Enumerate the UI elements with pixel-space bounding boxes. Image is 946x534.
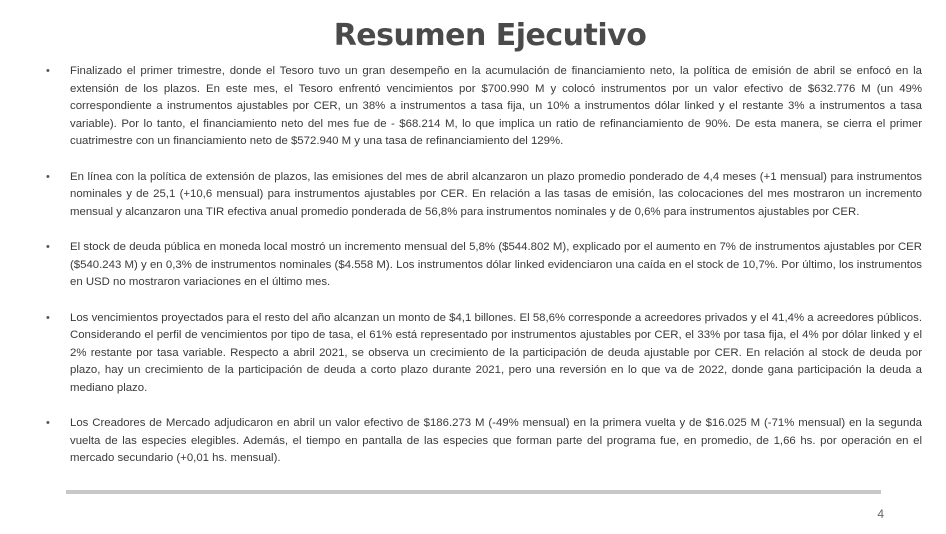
bullet-text: El stock de deuda pública en moneda local mostró un incremento mensual del 5,8% ($544.802 M), explicado por el aumento en 7% de instrumentos ajustables por CER ($540.243 M) y en 0,3% de instrumentos nominales ($4.558 M). Los instrumentos dólar linked evidenciaron una caída en el stock de 10,7%. Por último, los instrumentos en USD no mostraron variaciones en el último mes. — [70, 241, 922, 288]
bullet-marker: • — [46, 170, 50, 183]
bullet-marker: • — [46, 417, 50, 429]
bullet-item — [46, 239, 922, 292]
bullet-text: Los Creadores de Mercado adjudicaron en abril un valor efectivo de $186.273 M (-49% mensual) en la primera vuelta y de $16.025 M (-71% mensual) en la segunda vuelta de las especies elegibles. Además, el tiempo en pantalla de las especies que forman parte del programa fue, en promedio, de 1,66 hs. por operación en el mercado secundario (+0,01 hs. mensual). — [70, 417, 922, 464]
bullet-list — [46, 63, 922, 486]
bullet-text: Finalizado el primer trimestre, donde el Tesoro tuvo un gran desempeño en la acumulación de financiamiento neto, la política de emisión de abril se enfocó en la extensión de los plazos. En este mes, el Tesoro enfrentó vencimientos por $700.990 M y colocó instrumentos por un valor efectivo de $632.776 M (un 49% correspondiente a instrumentos ajustables por CER, un 38% a instrumentos a tasa fija, un 10% a instrumentos dólar linked y el restante 3% a instrumentos a tasa variable). Por lo tanto, el financiamiento neto del mes fue de - $68.214 M, lo que implica un ratio de refinanciamiento de 90%. De esta manera, se cierra el primer cuatrimestre con un financiamiento neto de $572.940 M y una tasa de refinanciamiento del 129%. — [70, 65, 922, 147]
bullet-marker: • — [46, 65, 50, 77]
page-number: 4 — [877, 507, 884, 521]
bullet-text: En línea con la política de extensión de plazos, las emisiones del mes de abril alcanzaron un plazo promedio ponderado de 4,4 meses (+1 mensual) para instrumentos nominales y de 25,1 (+10,6 mensual) para instrumentos ajustables por CER. En relación a las tasas de emisión, las colocaciones del mes mostraron un incremento mensual y alcanzaron una TIR efectiva anual promedio ponderada de 56,8% para instrumentos nominales y de 0,6% para instrumentos ajustables por CER. — [70, 170, 922, 218]
bullet-text: Los vencimientos proyectados para el resto del año alcanzan un monto de $4,1 billones. El 58,6% corresponde a acreedores privados y el 41,4% a acreedores públicos. Considerando el perfil de vencimientos por tipo de tasa, el 61% está representado por instrumentos ajustables por CER, el 33% por tasa fija, el 4% por dólar linked y el 2% restante por tasa variable. Respecto a abril 2021, se observa un crecimiento de la participación de deuda ajustable por CER. En relación al stock de deuda por plazo, hay un crecimiento de la participación de deuda a corto plazo durante 2021, pero una reversión en lo que va de 2022, donde gana participación la deuda a mediano plazo. — [70, 311, 922, 394]
bullet-item — [46, 415, 922, 468]
bullet-item — [46, 310, 922, 398]
footer-divider — [66, 490, 881, 494]
bullet-item — [46, 169, 922, 222]
bullet-marker: • — [46, 311, 50, 324]
bullet-marker: • — [46, 241, 50, 253]
page-title: Resumen Ejecutivo — [333, 18, 647, 53]
bullet-item — [46, 63, 922, 151]
